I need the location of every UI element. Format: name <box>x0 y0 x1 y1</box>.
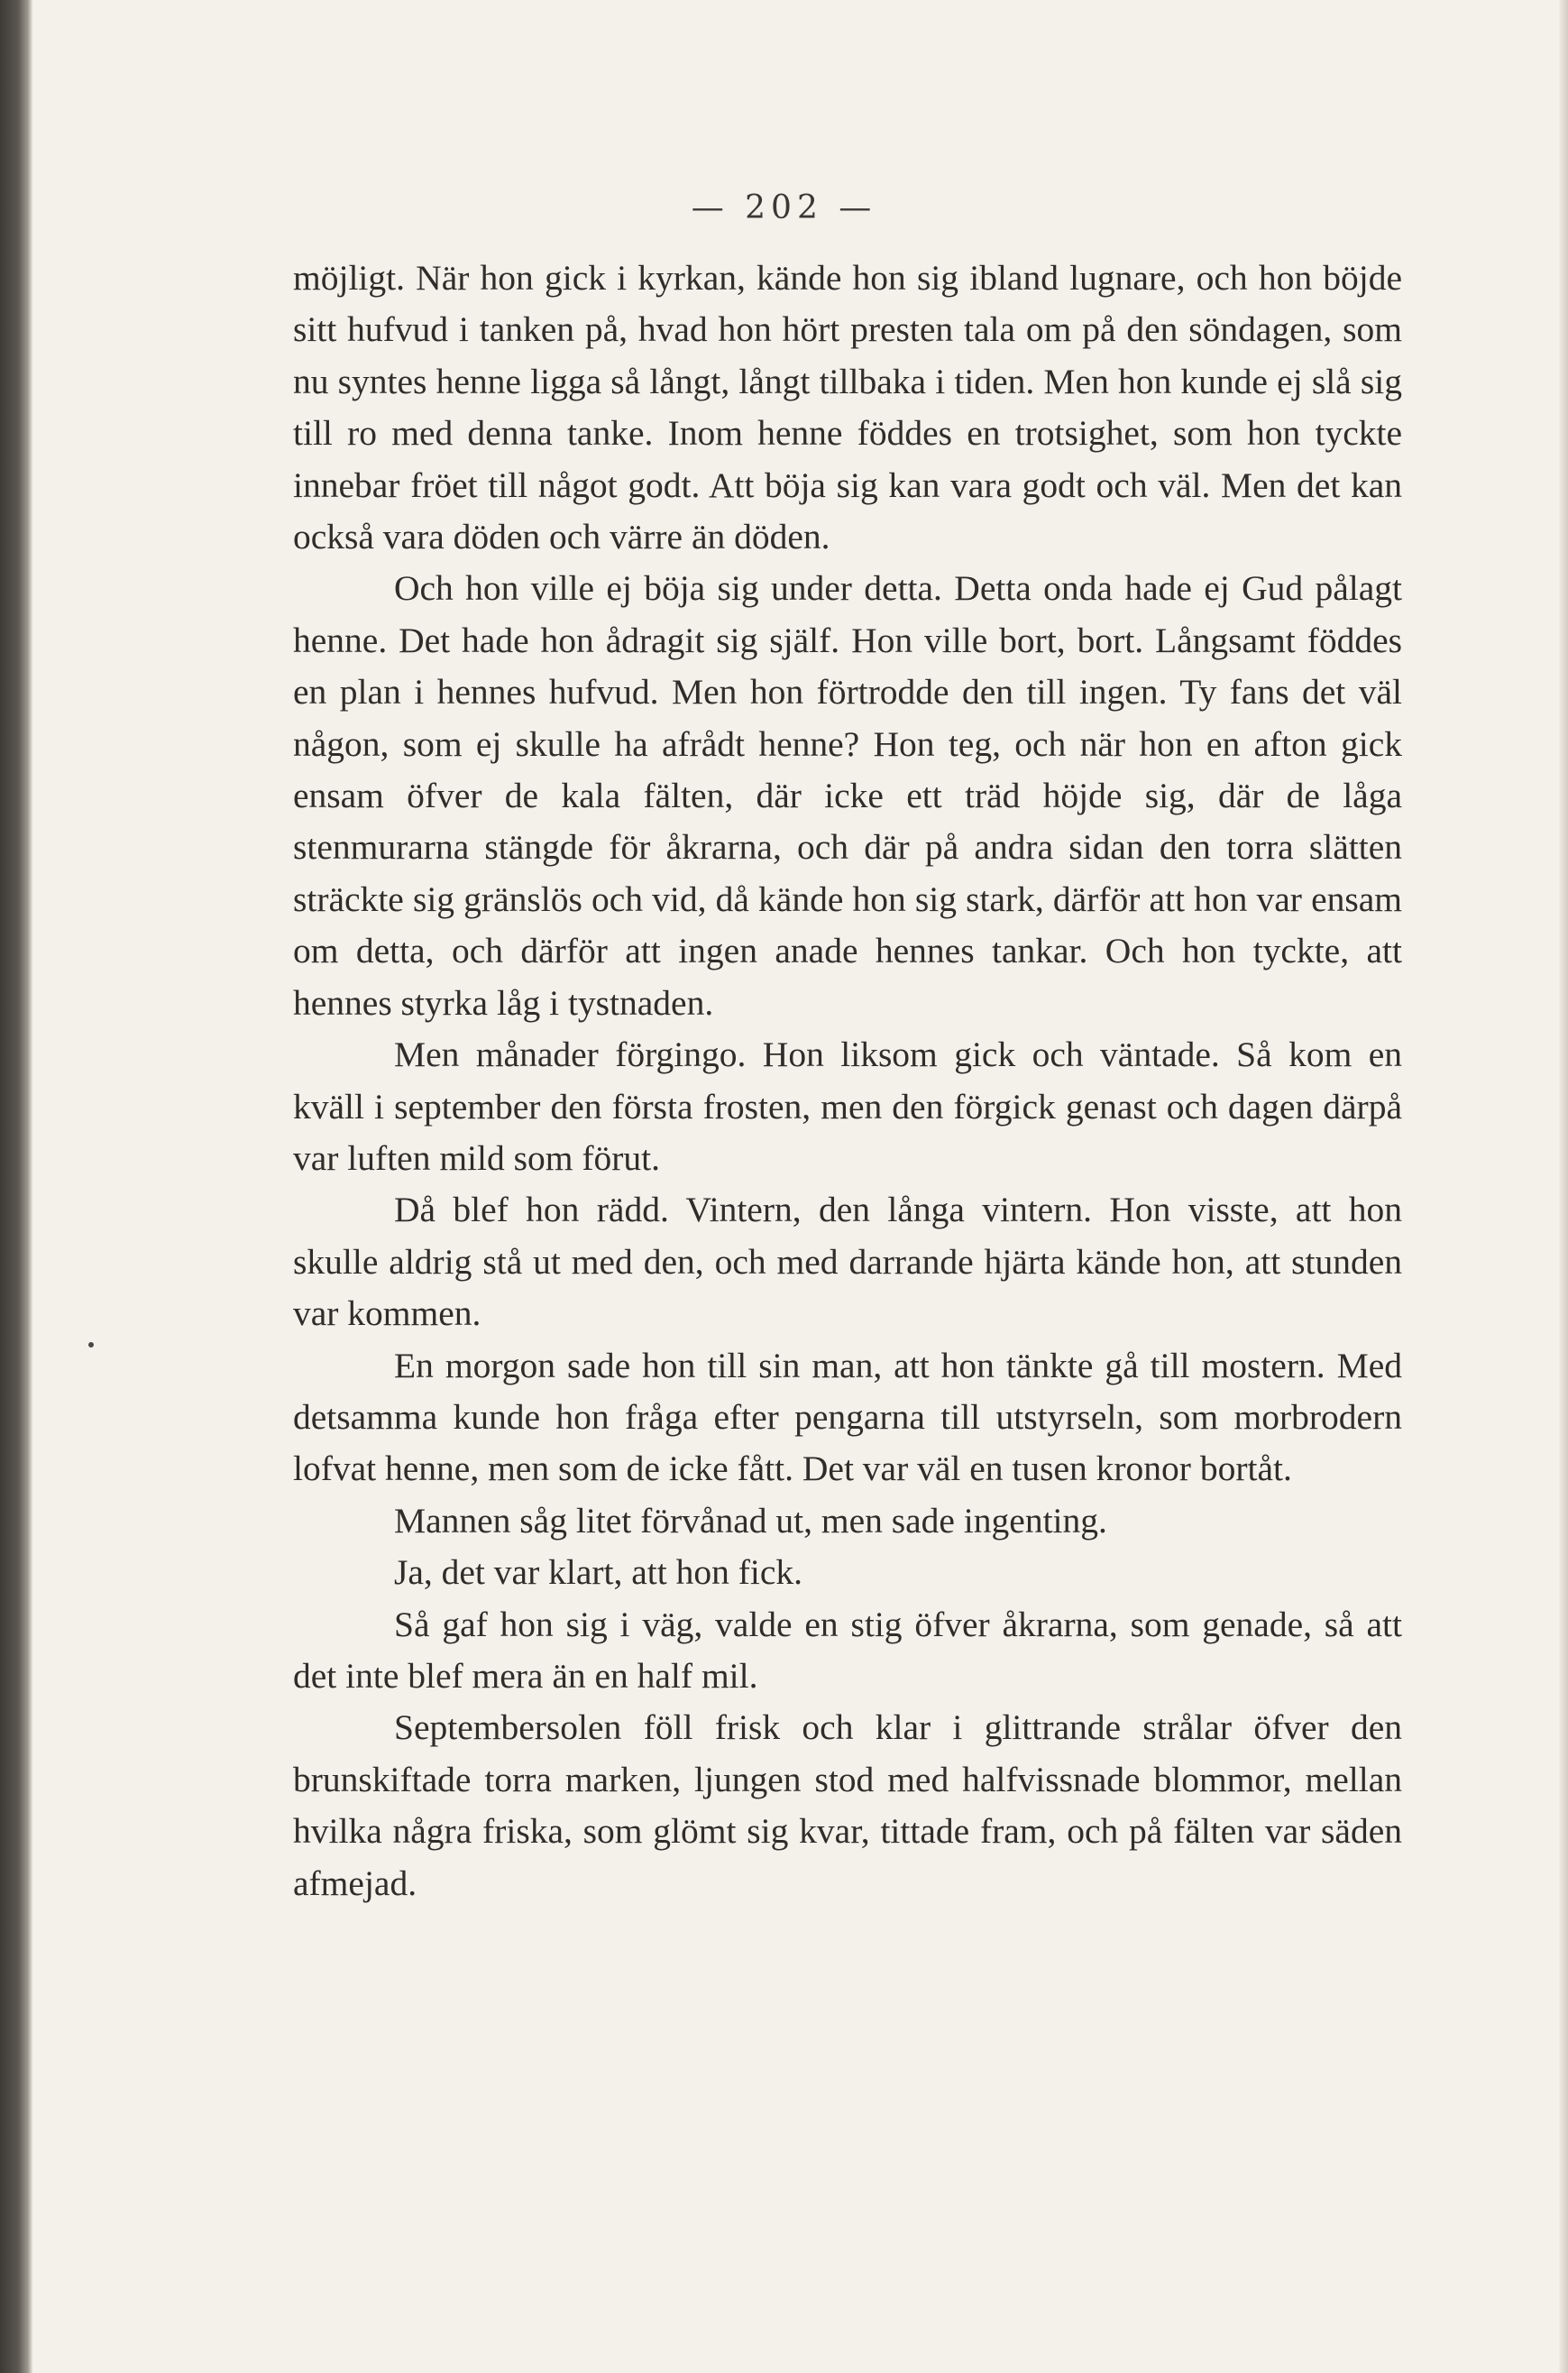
book-spine-shadow <box>0 0 32 2373</box>
paragraph-2: Och hon ville ej böja sig under detta. Detta onda hade ej Gud pålagt henne. Det hade hon ådragit sig själf. Hon ville bort, bort. Långsamt föddes en plan i hennes hufvud. Men hon förtrodde den till ingen. Ty fans det väl någon, som ej skulle ha afrådt henne? Hon teg, och när hon en afton gick ensam öfver de kala fälten, där icke ett träd höjde sig, där de låga stenmurarna stängde för åkrarna, och där på andra sidan den torra slätten sträckte sig gränslös och vid, då kände hon sig stark, därför att hon var ensam om detta, och därför att ingen anade hennes tankar. Och hon tyckte, att hennes styrka låg i tystnaden. <box>293 568 1402 1023</box>
body-text <box>293 253 1402 1909</box>
paragraph-4: Då blef hon rädd. Vintern, den långa vintern. Hon visste, att hon skulle aldrig stå ut med den, och med darrande hjärta kände hon, att stunden var kommen. <box>293 1190 1402 1334</box>
page-edge <box>1559 0 1568 2373</box>
ink-speck <box>88 1342 94 1347</box>
paragraph-3: Men månader förgingo. Hon liksom gick och väntade. Så kom en kväll i september den första frosten, men den förgick genast och dagen därpå var luften mild som förut. <box>293 1035 1402 1178</box>
paragraph-8: Så gaf hon sig i väg, valde en stig öfver åkrarna, som genade, så att det inte blef mera än en half mil. <box>293 1604 1402 1696</box>
page-number: — 202 — <box>691 189 877 226</box>
paragraph-6: Mannen såg litet förvånad ut, men sade ingenting. <box>394 1500 1107 1541</box>
paragraph-5: En morgon sade hon till sin man, att hon tänkte gå till mostern. Med detsamma kunde hon fråga efter pengarna till utstyrseln, som morbrodern lofvat henne, men som de icke fått. Det var väl en tusen kronor bortåt. <box>293 1345 1402 1489</box>
paragraph-9: Septembersolen föll frisk och klar i glittrande strålar öfver den brunskiftade torra marken, ljungen stod med halfvissnade blommor, mellan hvilka några friska, som glömt sig kvar, tittade fram, och på fälten var säden afmejad. <box>293 1707 1402 1903</box>
paragraph-7: Ja, det var klart, att hon fick. <box>394 1552 802 1593</box>
paragraph-1: möjligt. När hon gick i kyrkan, kände hon sig ibland lugnare, och hon böjde sitt hufvud i tanken på, hvad hon hört presten tala om på den söndagen, som nu syntes henne ligga så långt, långt tillbaka i tiden. Men hon kunde ej slå sig till ro med denna tanke. Inom henne föddes en trotsighet, som hon tyckte innebar fröet till något godt. Att böja sig kan vara godt och väl. Men det kan också vara döden och värre än döden. <box>293 258 1402 557</box>
